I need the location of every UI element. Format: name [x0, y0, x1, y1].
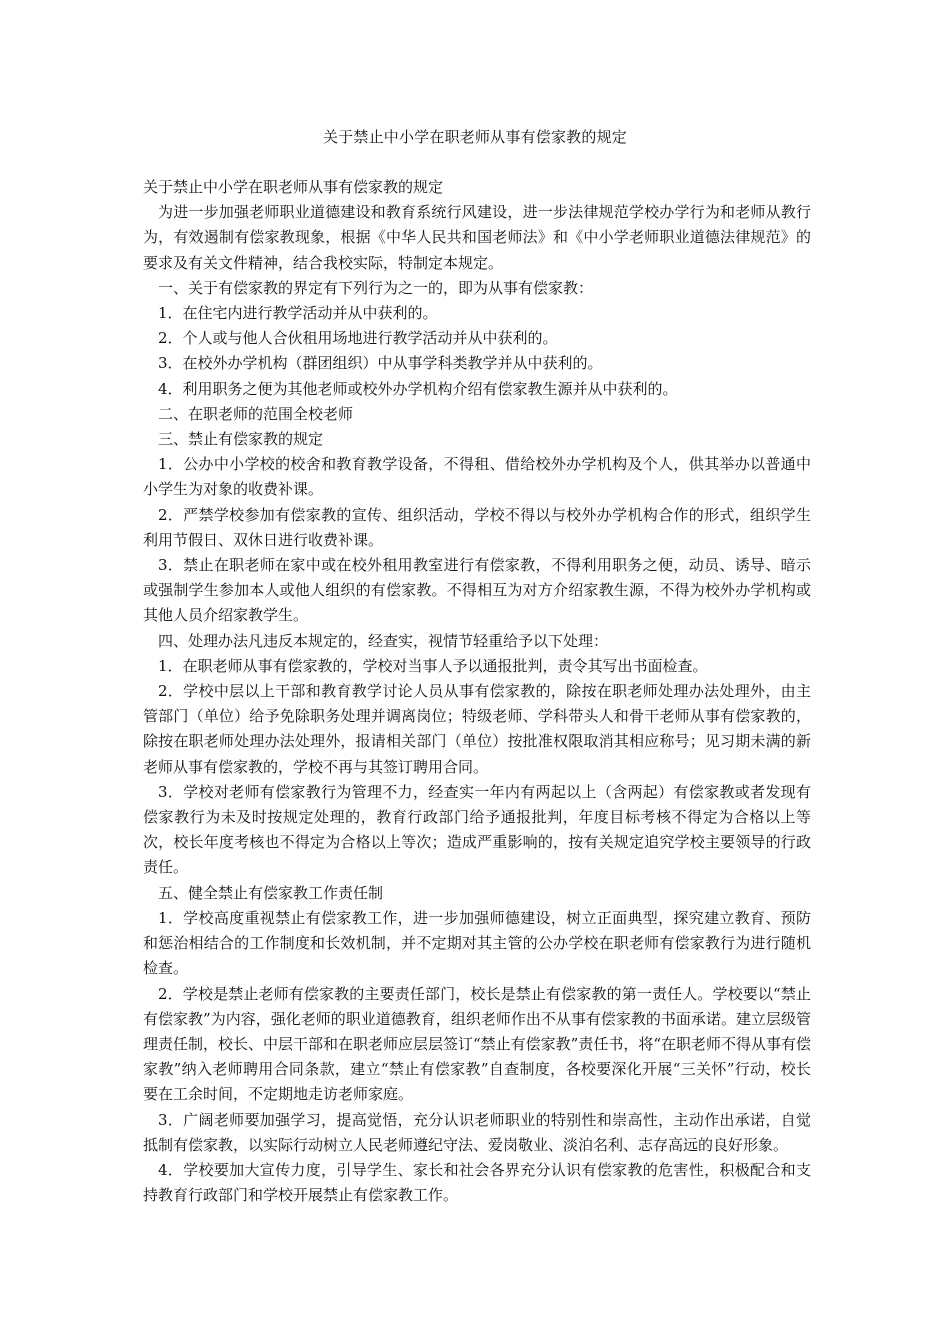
paragraph-intro: 为进一步加强老师职业道德建设和教育系统行风建设，进一步法律规范学校办学行为和老师从教行为，有效遏制有偿家教现象，根据《中华人民共和国老师法》和《中小学老师职业道德法律规范》的要求及有关文件精神，结合我校实际，特制定本规定。	[143, 203, 811, 272]
list-item: 2．学校是禁止老师有偿家教的主要责任部门，校长是禁止有偿家教的第一责任人。学校要以“禁止有偿家教”为内容，强化老师的职业道德教育，组织老师作出不从事有偿家教的书面承诺。建立层级管理责任制，校长、中层干部和在职老师应层层签订“禁止有偿家教”责任书，将“在职老师不得从事有偿家教”纳入老师聘用合同条款，建立“禁止有偿家教”自查制度，各校要深化开展“三关怀”行动，校长要在工余时间，不定期地走访老师家庭。	[143, 984, 812, 1104]
document-body	[143, 175, 811, 1208]
list-item: 1．在职老师从事有偿家教的，学校对当事人予以通报批判，责令其写出书面检查。	[158, 656, 708, 675]
list-item: 2．个人或与他人合伙租用场地进行教学活动并从中获利的。	[158, 329, 558, 348]
list-item: 3．禁止在职老师在家中或在校外租用教室进行有偿家教，不得利用职务之便，动员、诱导、暗示或强制学生参加本人或他人组织的有偿家教。不得相互为对方介绍家教生源，不得为校外办学机构或其他人员介绍家教学生。	[143, 556, 811, 625]
list-item: 1．在住宅内进行教学活动并从中获利的。	[158, 304, 438, 323]
list-item: 3．学校对老师有偿家教行为管理不力，经查实一年内有两起以上（含两起）有偿家教或者发现有偿家教行为未及时按规定处理的，教育行政部门给予通报批判，年度目标考核不得定为合格以上等次，校长年度考核也不得定为合格以上等次；造成严重影响的，按有关规定追究学校主要领导的行政责任。	[143, 782, 811, 877]
list-item: 3．在校外办学机构（群团组织）中从事学科类教学并从中获利的。	[158, 354, 603, 373]
document-subtitle: 关于禁止中小学在职老师从事有偿家教的规定	[143, 178, 444, 196]
list-item: 2．严禁学校参加有偿家教的宣传、组织活动，学校不得以与校外办学机构合作的形式，组织学生利用节假日、双休日进行收费补课。	[143, 505, 811, 549]
section-heading-2: 二、在职老师的范围全校老师	[158, 404, 354, 423]
list-item: 4．利用职务之便为其他老师或校外办学机构介绍有偿家教生源并从中获利的。	[158, 379, 678, 398]
section-heading-1: 一、关于有偿家教的界定有下列行为之一的，即为从事有偿家教：	[158, 278, 594, 297]
section-heading-3: 三、禁止有偿家教的规定	[158, 430, 324, 449]
list-item: 1．学校高度重视禁止有偿家教工作，进一步加强师德建设，树立正面典型，探究建立教育、预防和惩治相结合的工作制度和长效机制，并不定期对其主管的公办学校在职老师有偿家教行为进行随机检查。	[143, 908, 811, 978]
list-item: 1．公办中小学校的校舍和教育教学设备，不得租、借给校外办学机构及个人，供其举办以普通中小学生为对象的收费补课。	[143, 455, 811, 499]
list-item: 3．广阔老师要加强学习，提高觉悟，充分认识老师职业的特别性和崇高性，主动作出承诺，自觉抵制有偿家教，以实际行动树立人民老师遵纪守法、爱岗敬业、淡泊名利、志存高远的良好形象。	[143, 1110, 811, 1154]
section-heading-5: 五、健全禁止有偿家教工作责任制	[158, 883, 384, 902]
list-item: 4．学校要加大宣传力度，引导学生、家长和社会各界充分认识有偿家教的危害性，积极配合和支持教育行政部门和学校开展禁止有偿家教工作。	[143, 1160, 811, 1205]
section-heading-4: 四、处理办法凡违反本规定的，经查实，视情节轻重给予以下处理：	[158, 631, 609, 650]
document-title: 关于禁止中小学在职老师从事有偿家教的规定	[322, 128, 627, 146]
list-item: 2．学校中层以上干部和教育教学讨论人员从事有偿家教的，除按在职老师处理办法处理外，由主管部门（单位）给予免除职务处理并调离岗位；特级老师、学科带头人和骨干老师从事有偿家教的，除按在职老师处理办法处理外，报请相关部门（单位）按批准权限取消其相应称号；见习期未满的新老师从事有偿家教的，学校不再与其签订聘用合同。	[143, 682, 811, 776]
